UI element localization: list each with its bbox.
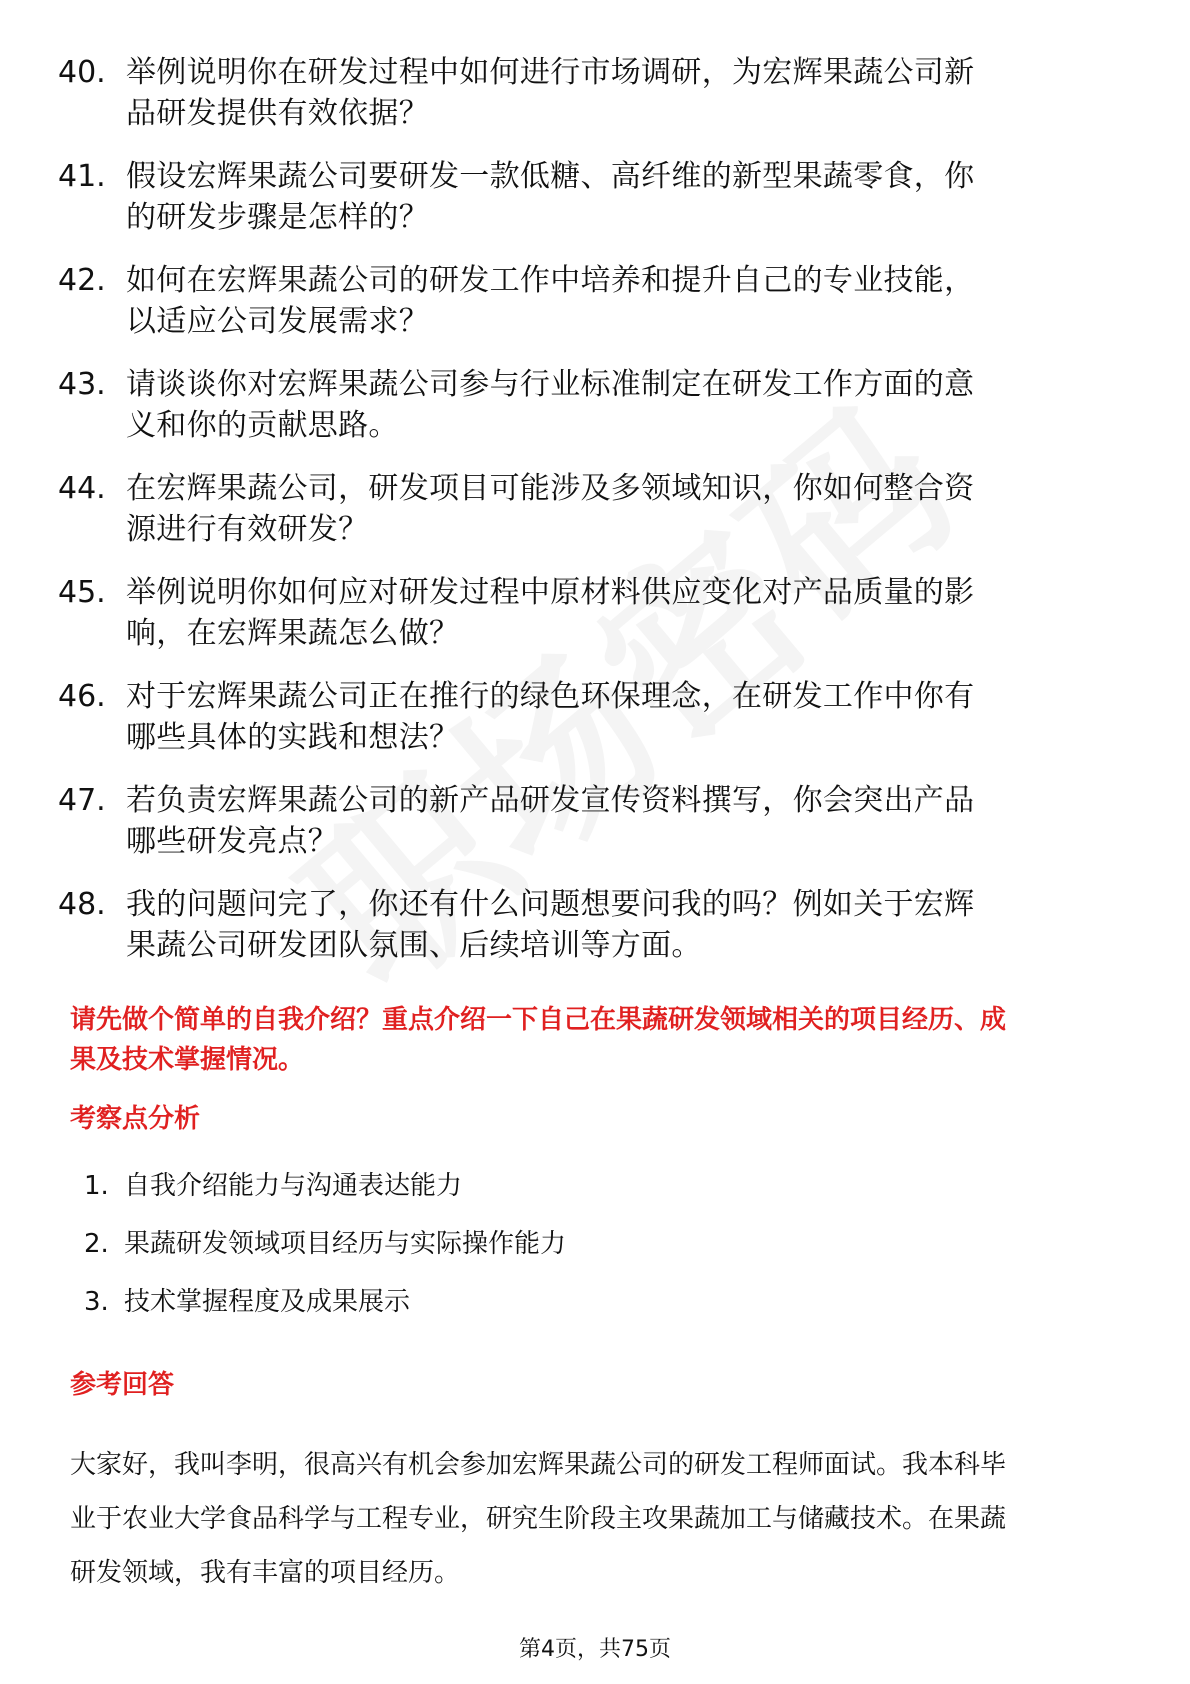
page-footer: 第4页，共75页 bbox=[519, 1637, 671, 1662]
question-text-line: 若负责宏辉果蔬公司的新产品研发宣传资料撰写，你会突出产品 bbox=[126, 783, 975, 818]
analysis-item bbox=[80, 1168, 566, 1204]
analysis-heading: 考察点分析 bbox=[70, 1104, 201, 1134]
question-text-line: 哪些研发亮点？ bbox=[126, 824, 339, 859]
analysis-number: 1. bbox=[84, 1171, 109, 1201]
question-text-line: 请谈谈你对宏辉果蔬公司参与行业标准制定在研发工作方面的意 bbox=[126, 367, 975, 402]
analysis-text: 技术掌握程度及成果展示 bbox=[124, 1287, 411, 1317]
analysis-text: 自我介绍能力与沟通表达能力 bbox=[124, 1171, 463, 1201]
featured-question bbox=[70, 1000, 1130, 1080]
analysis-text: 果蔬研发领域项目经历与实际操作能力 bbox=[124, 1229, 567, 1259]
answer-line: 业于农业大学食品科学与工程专业，研究生阶段主攻果蔬加工与储藏技术。在果蔬 bbox=[70, 1504, 1007, 1534]
question-text-line: 如何在宏辉果蔬公司的研发工作中培养和提升自己的专业技能， bbox=[126, 263, 975, 298]
question-text-line: 假设宏辉果蔬公司要研发一款低糖、高纤维的新型果蔬零食，你 bbox=[126, 159, 975, 194]
analysis-number: 3. bbox=[84, 1287, 109, 1317]
question-text-line: 对于宏辉果蔬公司正在推行的绿色环保理念，在研发工作中你有 bbox=[126, 679, 975, 714]
analysis-item bbox=[80, 1226, 566, 1262]
question-text-line: 响，在宏辉果蔬怎么做？ bbox=[126, 616, 460, 651]
question-item bbox=[58, 52, 1118, 134]
question-item bbox=[58, 676, 1118, 758]
question-text-line: 果蔬公司研发团队氛围、后续培训等方面。 bbox=[126, 928, 702, 963]
question-text-line: 举例说明你如何应对研发过程中原材料供应变化对产品质量的影 bbox=[126, 575, 975, 610]
question-number: 48. bbox=[58, 887, 106, 922]
featured-question-line: 请先做个简单的自我介绍？重点介绍一下自己在果蔬研发领域相关的项目经历、成 bbox=[70, 1005, 1007, 1035]
question-number: 44. bbox=[58, 471, 106, 506]
question-number: 46. bbox=[58, 679, 106, 714]
question-number: 41. bbox=[58, 159, 106, 194]
question-number: 42. bbox=[58, 263, 106, 298]
analysis-list bbox=[80, 1168, 566, 1342]
question-list bbox=[58, 52, 1118, 988]
question-text-line: 在宏辉果蔬公司，研发项目可能涉及多领域知识，你如何整合资 bbox=[126, 471, 975, 506]
question-text-line: 品研发提供有效依据？ bbox=[126, 96, 429, 131]
question-item bbox=[58, 780, 1118, 862]
question-text-line: 源进行有效研发？ bbox=[126, 512, 369, 547]
question-text-line: 我的问题问完了，你还有什么问题想要问我的吗？例如关于宏辉 bbox=[126, 887, 975, 922]
answer-heading: 参考回答 bbox=[70, 1370, 175, 1400]
question-text-line: 哪些具体的实践和想法？ bbox=[126, 720, 460, 755]
answer-line: 研发领域，我有丰富的项目经历。 bbox=[70, 1558, 461, 1588]
question-item bbox=[58, 156, 1118, 238]
question-text-line: 义和你的贡献思路。 bbox=[126, 408, 399, 443]
answer-line: 大家好，我叫李明，很高兴有机会参加宏辉果蔬公司的研发工程师面试。我本科毕 bbox=[70, 1450, 1007, 1480]
question-number: 40. bbox=[58, 55, 106, 90]
question-text-line: 的研发步骤是怎样的？ bbox=[126, 200, 429, 235]
answer-paragraph bbox=[70, 1438, 1130, 1600]
analysis-item bbox=[80, 1284, 566, 1320]
question-number: 45. bbox=[58, 575, 106, 610]
analysis-number: 2. bbox=[84, 1229, 109, 1259]
question-text-line: 举例说明你在研发过程中如何进行市场调研，为宏辉果蔬公司新 bbox=[126, 55, 975, 90]
featured-question-line: 果及技术掌握情况。 bbox=[70, 1045, 305, 1075]
question-number: 47. bbox=[58, 783, 106, 818]
question-item bbox=[58, 884, 1118, 966]
question-item bbox=[58, 364, 1118, 446]
question-text-line: 以适应公司发展需求？ bbox=[126, 304, 429, 339]
question-number: 43. bbox=[58, 367, 106, 402]
question-item bbox=[58, 468, 1118, 550]
question-item bbox=[58, 572, 1118, 654]
question-item bbox=[58, 260, 1118, 342]
